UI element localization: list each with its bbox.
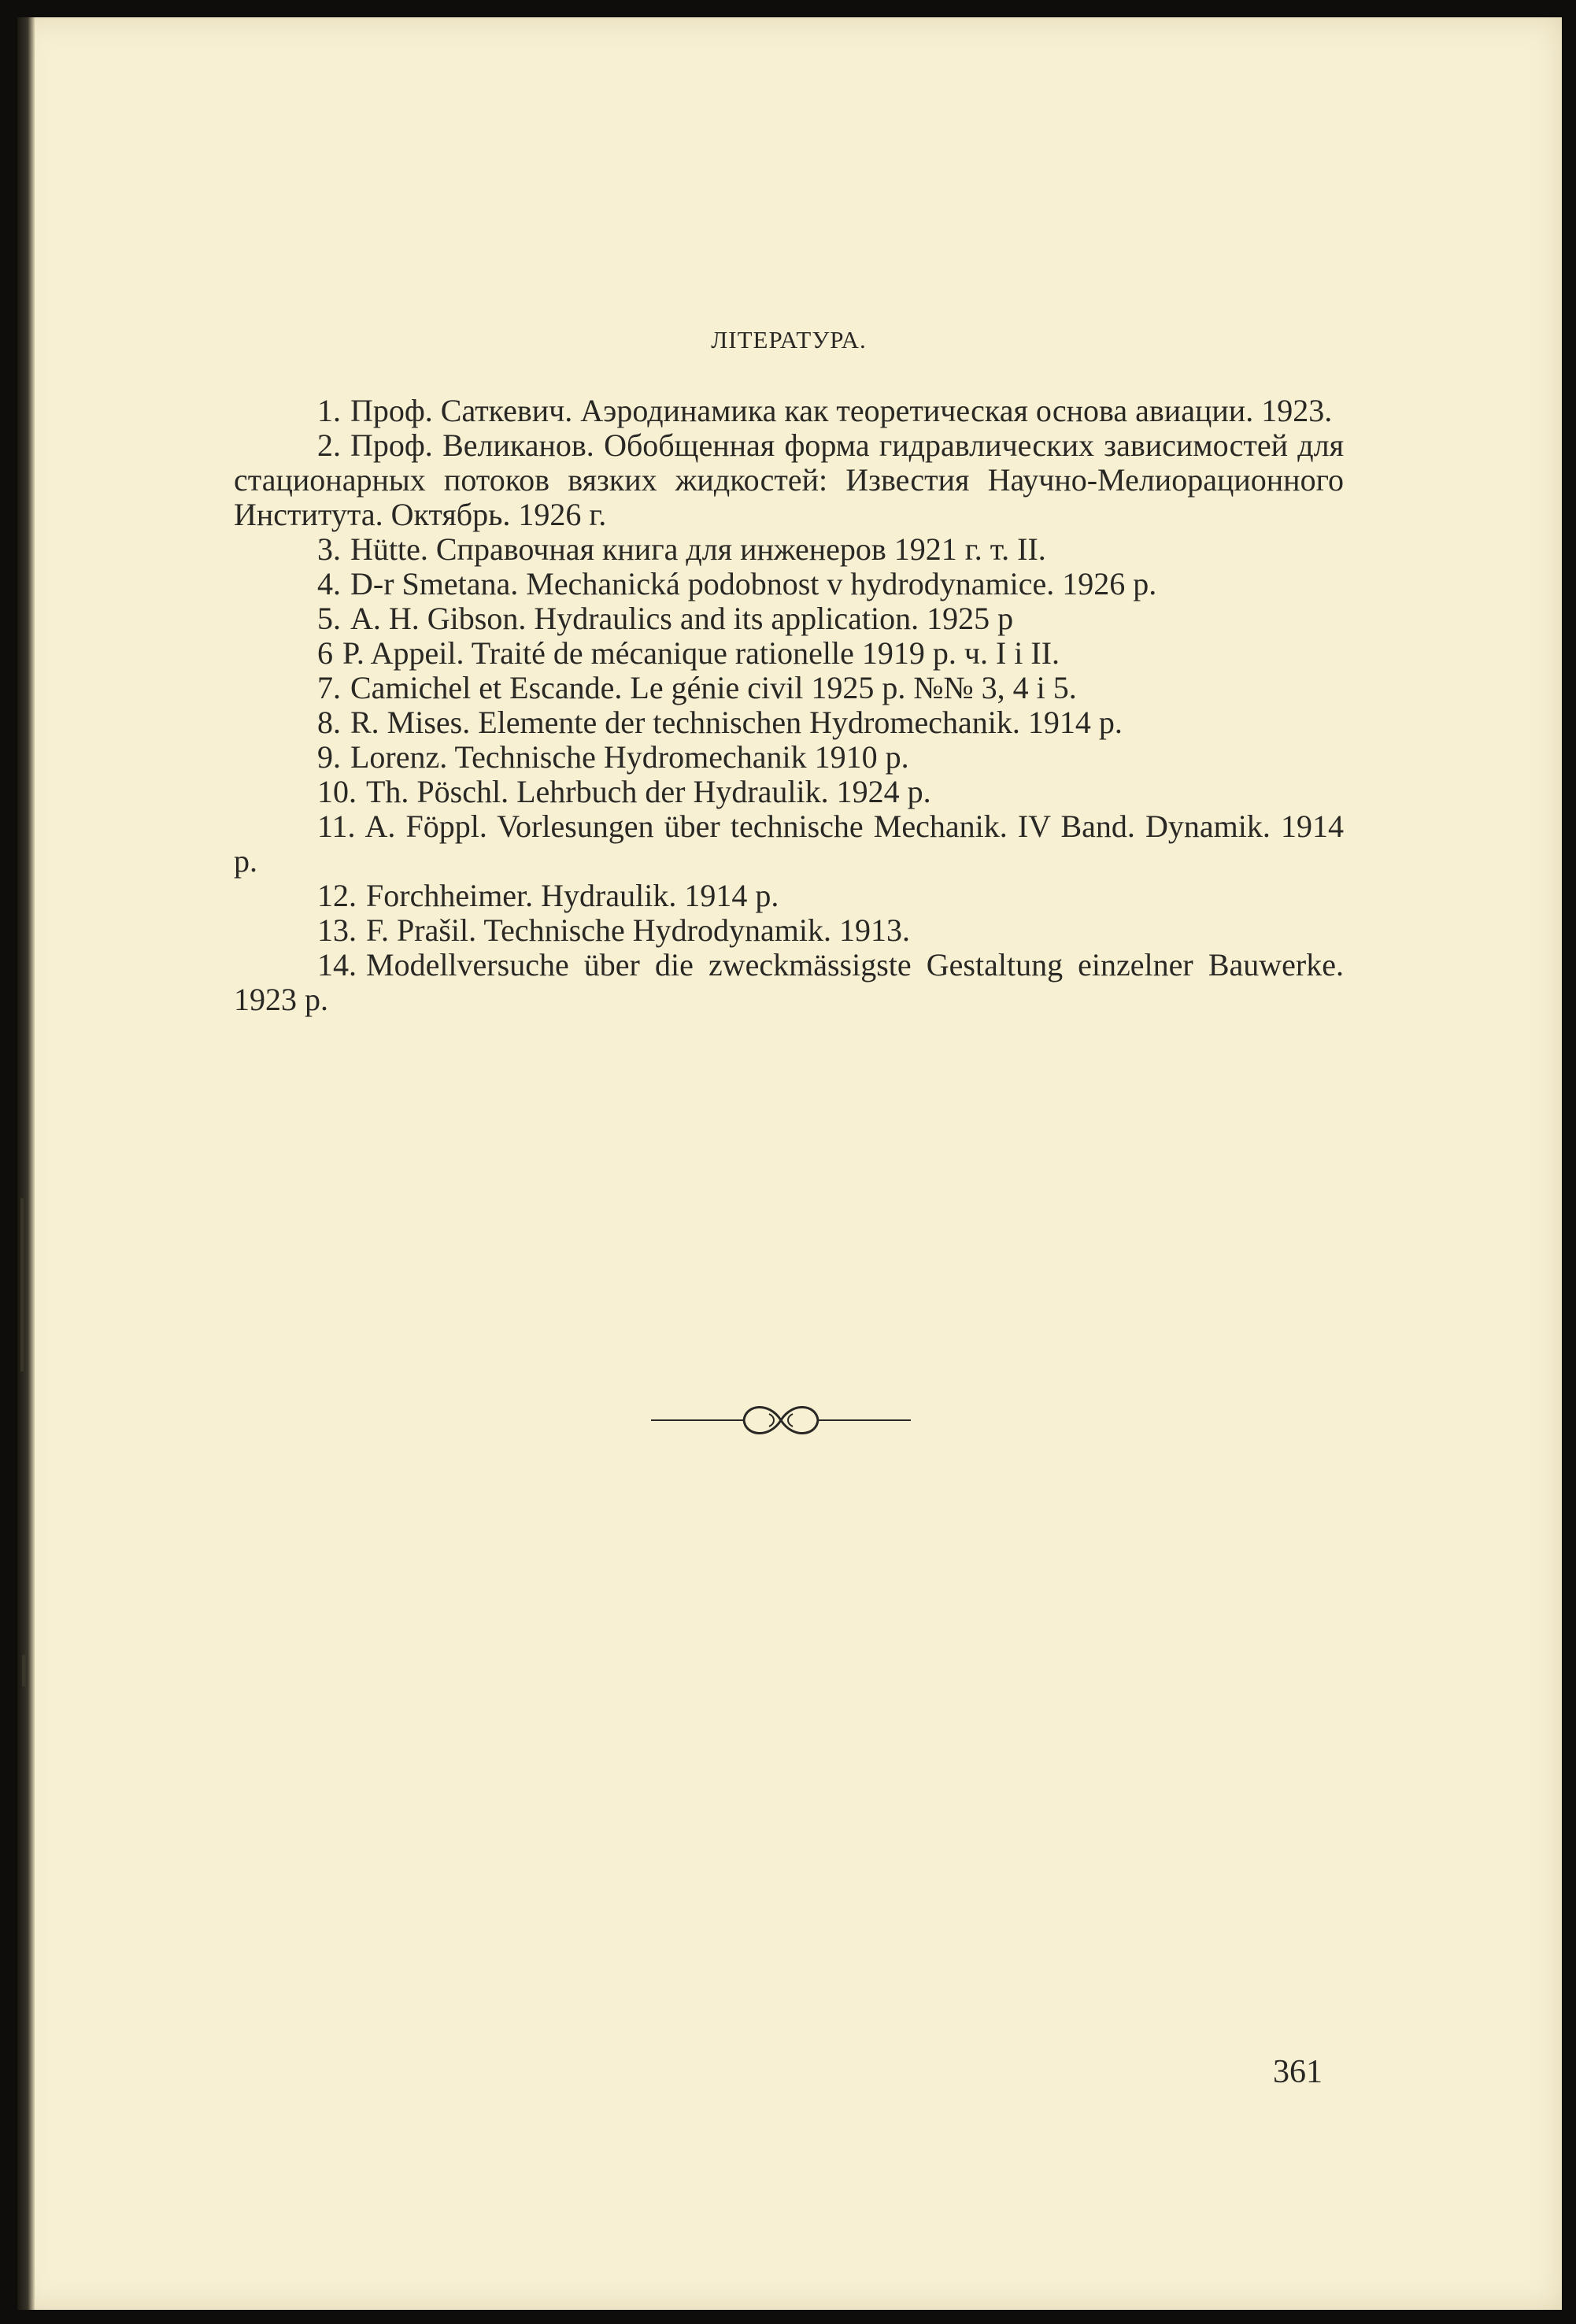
reference-number: 2.	[317, 427, 341, 463]
reference-item	[234, 394, 1344, 428]
reference-item	[234, 809, 1344, 879]
page-number: 361	[1273, 2054, 1323, 2090]
reference-item	[234, 601, 1344, 636]
reference-number: 7.	[317, 670, 341, 705]
reference-number: 5.	[317, 601, 341, 636]
reference-item	[234, 913, 1344, 948]
reference-item	[234, 948, 1344, 1017]
reference-item	[234, 775, 1344, 809]
page-spine-shadow	[17, 17, 35, 2310]
reference-text: Modellversuche über die zweckmässigste Gestaltung einzelner Bauwerke. 1923 p.	[234, 947, 1344, 1017]
reference-item	[234, 879, 1344, 913]
reference-text: Forchheimer. Hydraulik. 1914 p.	[366, 878, 779, 913]
reference-text: Th. Pöschl. Lehrbuch der Hydraulik. 1924 p.	[366, 774, 931, 809]
reference-item	[234, 740, 1344, 775]
reference-text: A. Föppl. Vorlesungen über technische Mechanik. IV Band. Dynamik. 1914 p.	[234, 809, 1344, 879]
section-title: ЛІТЕРАТУРА.	[711, 326, 867, 353]
bibliography-section	[234, 301, 1344, 1017]
reference-number: 14.	[317, 947, 357, 983]
reference-text: Camichel et Escande. Le génie civil 1925 p. №№ 3, 4 і 5.	[350, 670, 1077, 705]
reference-item	[234, 567, 1344, 601]
reference-number: 12.	[317, 878, 357, 913]
reference-number: 10.	[317, 774, 357, 809]
reference-text: D-r Smetana. Mechanická podobnost v hydrodynamice. 1926 p.	[350, 566, 1157, 601]
reference-item	[234, 532, 1344, 567]
reference-text: P. Appeil. Traité de mécanique rationelle 1919 p. ч. I і II.	[342, 635, 1060, 671]
reference-number: 3.	[317, 531, 341, 567]
reference-item	[234, 705, 1344, 740]
reference-number: 4.	[317, 566, 341, 601]
reference-number: 9.	[317, 739, 341, 775]
reference-text: Проф. Великанов. Обобщенная форма гидравлических зависимостей для стационарных потоков вязких жидкостей: Известия Научно-Мелиорационного Института. Октябрь. 1926 г.	[234, 427, 1344, 532]
reference-text: Hütte. Справочная книга для инженеров 1921 г. т. II.	[350, 531, 1046, 567]
ornament-divider-icon	[651, 1395, 911, 1445]
reference-number: 6	[317, 635, 333, 671]
reference-item	[234, 428, 1344, 532]
reference-text: R. Mises. Elemente der technischen Hydromechanik. 1914 p.	[350, 705, 1123, 740]
margin-mark	[20, 1198, 24, 1371]
reference-text: F. Prašil. Technische Hydrodynamik. 1913.	[366, 912, 910, 948]
reference-text: Lorenz. Technische Hydromechanik 1910 p.	[350, 739, 909, 775]
reference-item	[234, 671, 1344, 705]
reference-item	[234, 636, 1344, 671]
reference-text: A. H. Gibson. Hydraulics and its application. 1925 p	[350, 601, 1014, 636]
reference-number: 11.	[317, 809, 356, 844]
reference-number: 1.	[317, 393, 341, 428]
reference-list	[234, 394, 1344, 1017]
margin-mark	[22, 1655, 26, 1686]
book-page	[17, 17, 1562, 2310]
reference-text: Проф. Саткевич. Аэродинамика как теоретическая основа авиации. 1923.	[350, 393, 1333, 428]
reference-number: 8.	[317, 705, 341, 740]
reference-number: 13.	[317, 912, 357, 948]
